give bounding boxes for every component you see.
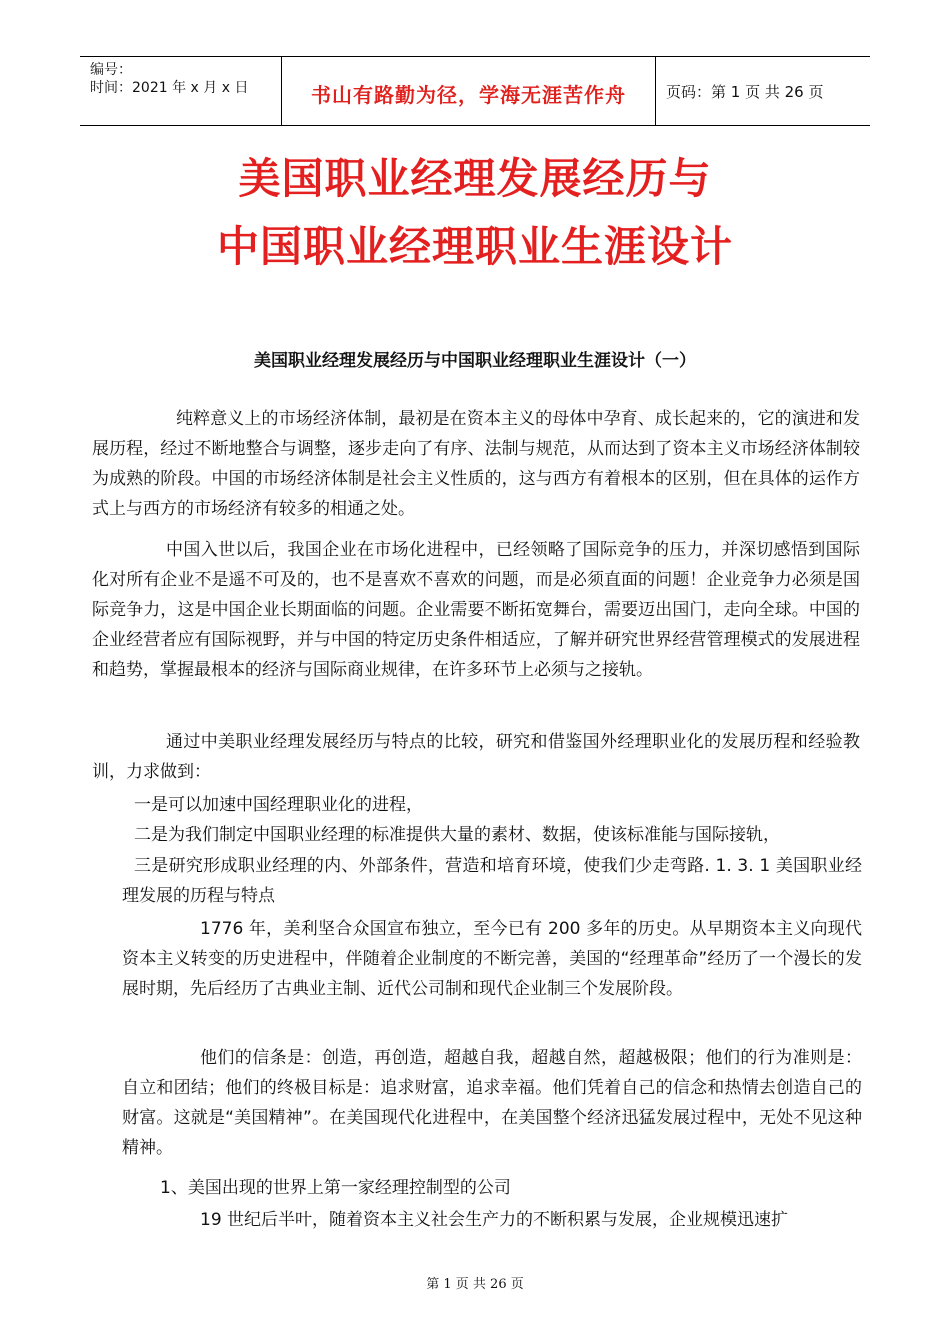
body-paragraph: 通过中美职业经理发展经历与特点的比较，研究和借鉴国外经理职业化的发展历程和经验教训，力求做到： (92, 732, 860, 782)
header-meta (90, 61, 280, 97)
document-date: 时间：2021 年 x 月 x 日 (90, 80, 249, 96)
list-item: 二是为我们制定中国职业经理的标准提供大量的素材、数据，使该标准能与国际接轨， (134, 825, 780, 845)
document-number-label: 编号： (90, 62, 132, 78)
page-footer: 第 1 页 共 26 页 (426, 1277, 524, 1292)
header-motto: 书山有路勤为径，学海无涯苦作舟 (311, 83, 626, 107)
list-item: 一是可以加速中国经理职业化的进程， (134, 795, 423, 815)
page-header (80, 56, 870, 126)
body-paragraph: 他们的信条是：创造，再创造，超越自我，超越自然，超越极限；他们的行为准则是：自立和团结；他们的终极目标是：追求财富，追求幸福。他们凭着自己的信念和热情去创造自己的财富。这就是“美国精神”。在美国现代化进程中，在美国整个经济迅猛发展过程中，无处不见这种精神。 (122, 1048, 862, 1158)
body-paragraph: 中国入世以后，我国企业在市场化进程中，已经领略了国际竞争的压力，并深切感悟到国际化对所有企业不是遥不可及的，也不是喜欢不喜欢的问题，而是必须直面的问题！企业竞争力必须是国际竞争力，这是中国企业长期面临的问题。企业需要不断拓宽舞台，需要迈出国门，走向全球。中国的企业经营者应有国际视野，并与中国的特定历史条件相适应，了解并研究世界经营管理模式的发展进程和趋势，掌握最根本的经济与国际商业规律，在许多环节上必须与之接轨。 (92, 540, 860, 680)
body-paragraph: 19 世纪后半叶，随着资本主义社会生产力的不断积累与发展，企业规模迅速扩 (200, 1210, 789, 1230)
list-item: 三是研究形成职业经理的内、外部条件，营造和培育环境，使我们少走弯路. 1. 3. 1 美国职业经理发展的历程与特点 (122, 856, 862, 906)
body-paragraph: 1776 年，美利坚合众国宣布独立，至今已有 200 多年的历史。从早期资本主义向现代资本主义转变的历史进程中，伴随着企业制度的不断完善，美国的“经理革命”经历了一个漫长的发展时期，先后经历了古典业主制、近代公司制和现代企业制三个发展阶段。 (122, 919, 862, 999)
section-heading: 1、美国出现的世界上第一家经理控制型的公司 (160, 1178, 511, 1198)
header-divider (655, 57, 656, 125)
section-subtitle: 美国职业经理发展经历与中国职业经理职业生涯设计（一） (254, 351, 696, 371)
document-title-line-2: 中国职业经理职业生涯设计 (216, 222, 733, 271)
document-title-line-1: 美国职业经理发展经历与 (238, 154, 712, 203)
body-paragraph: 纯粹意义上的市场经济体制，最初是在资本主义的母体中孕育、成长起来的，它的演进和发展历程，经过不断地整合与调整，逐步走向了有序、法制与规范，从而达到了资本主义市场经济体制较为成熟的阶段。中国的市场经济体制是社会主义性质的，这与西方有着根本的区别，但在具体的运作方式上与西方的市场经济有较多的相通之处。 (92, 409, 860, 519)
header-page-info: 页码：第 1 页 共 26 页 (666, 83, 824, 101)
